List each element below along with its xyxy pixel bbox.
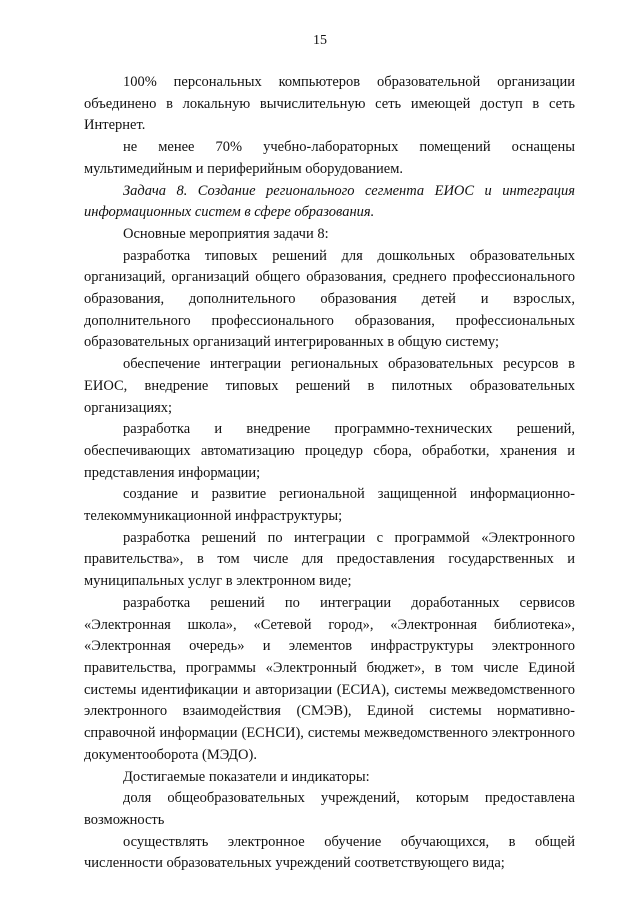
paragraph-e-government: разработка решений по интеграции с программой «Электронного правительства», в том числе для предоставления государственных и муниципальных услуг в электронном виде;	[84, 529, 575, 590]
paragraph-telecom-infrastructure: создание и развитие региональной защищенной информационно-телекоммуникационной инфраструктуры;	[84, 486, 575, 525]
paragraph-multimedia-rooms: не менее 70% учебно-лабораторных помещений оснащены мультимедийным и периферийным оборудованием.	[84, 139, 575, 177]
page-number: 15	[313, 33, 327, 48]
task-8-heading: Задача 8. Создание регионального сегмента ЕИОС и интеграция информационных систем в сфере образования.	[84, 182, 575, 221]
indicators-heading: Достигаемые показатели и индикаторы:	[123, 768, 370, 785]
paragraph-network-pcs: 100% персональных компьютеров образовательной организации объединено в локальную вычислительную сеть имеющей доступ в сеть Интернет.	[84, 74, 575, 134]
paragraph-eios-integration: обеспечение интеграции региональных образовательных ресурсов в ЕИОС, внедрение типовых решений в пилотных образовательных организациях;	[84, 356, 575, 416]
document-body	[84, 72, 575, 875]
paragraph-indicator-elearning: осуществлять электронное обучение обучающихся, в общей численности образовательных учреждений соответствующего вида;	[84, 833, 575, 872]
paragraph-indicator-share: доля общеобразовательных учреждений, которым предоставлена возможность	[84, 790, 575, 828]
paragraph-typical-solutions: разработка типовых решений для дошкольных образовательных организаций, организаций общего образования, среднего профессионального образования, дополнительного образования детей и взрослых, дополнительного профессионального образования, профессиональных образовательных организаций интегрированных в общую систему;	[84, 247, 575, 351]
paragraph-services-integration: разработка решений по интеграции доработанных сервисов «Электронная школа», «Сетевой город», «Электронная библиотека», «Электронная очередь» и элементов инфраструктуры электронного правительства, программы «Электронный бюджет», в том числе Единой системы идентификации и авторизации (ЕСИА), системы межведомственного электронного взаимодействия (СМЭВ), Единой системы нормативно-справочной информации (ЕСНСИ), системы межведомственного электронного документооборота (МЭДО).	[84, 594, 575, 763]
paragraph-software-solutions: разработка и внедрение программно-технических решений, обеспечивающих автоматизацию процедур сбора, обработки, хранения и представления информации;	[84, 421, 575, 481]
task-8-measures-heading: Основные мероприятия задачи 8:	[123, 225, 329, 242]
